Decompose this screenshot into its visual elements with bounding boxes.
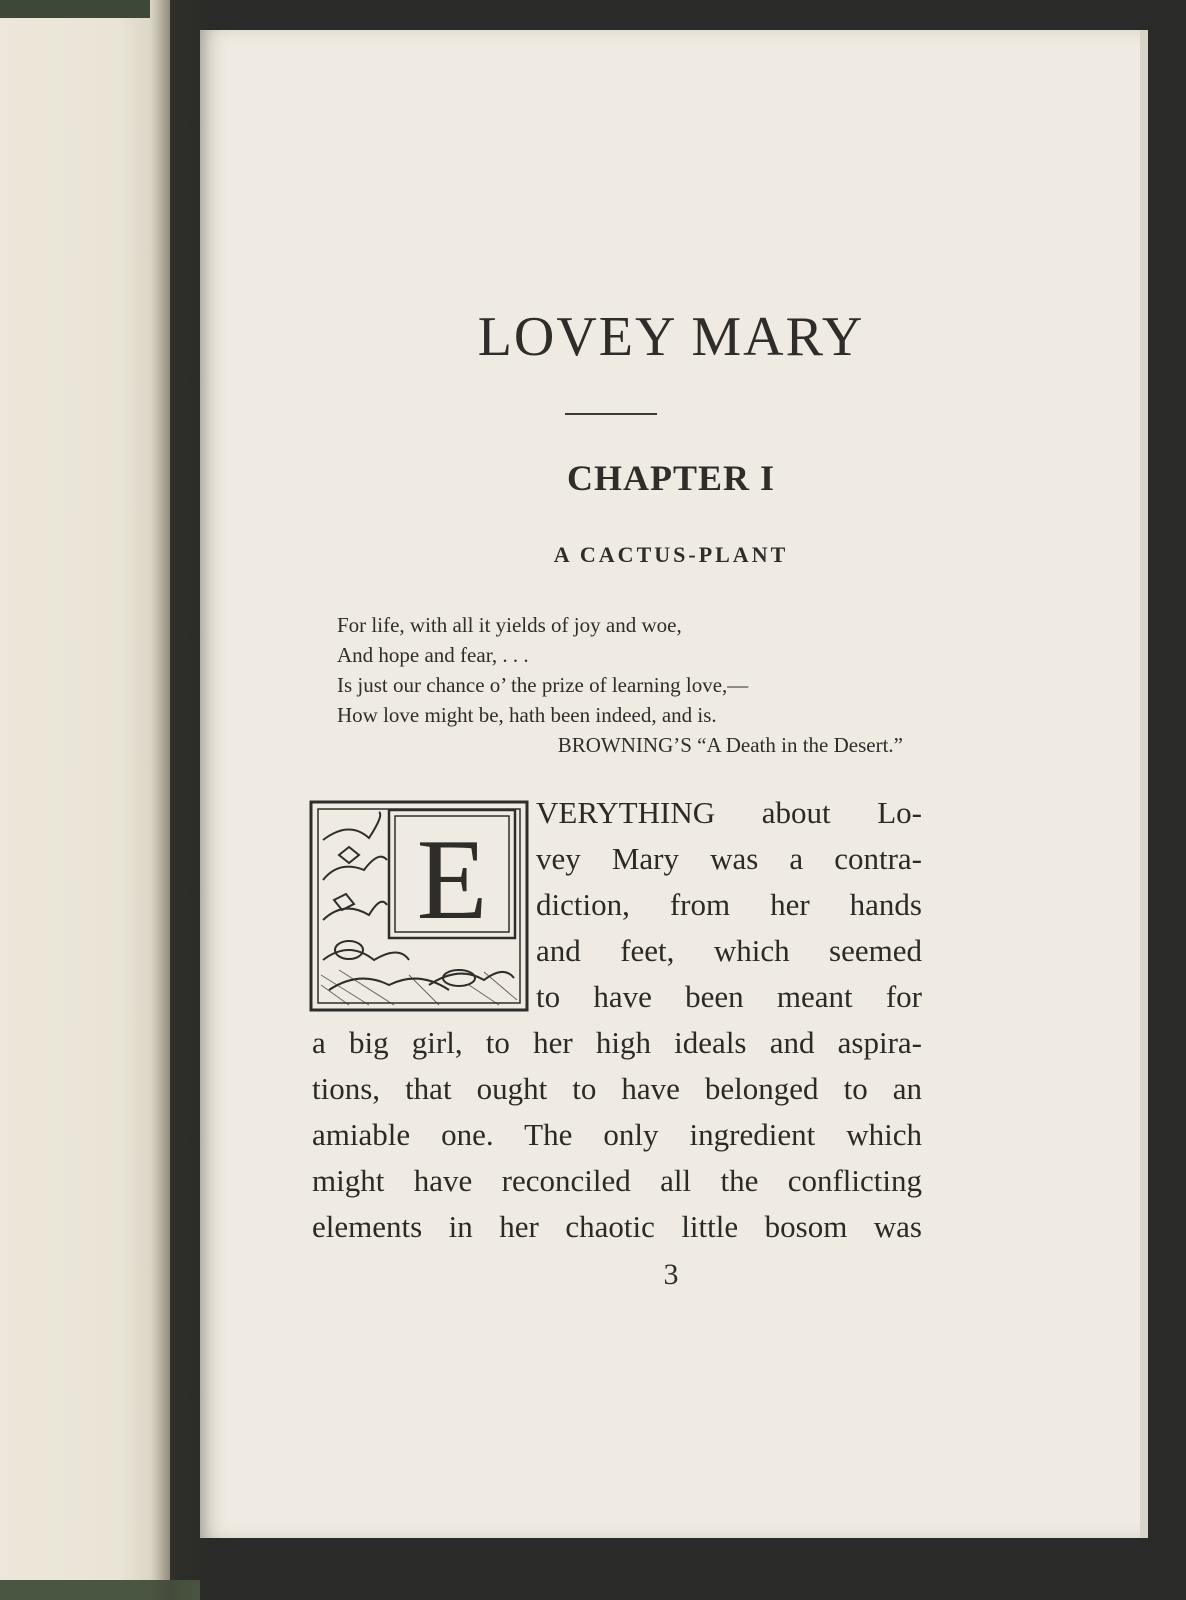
epigraph-line: And hope and fear, . . . bbox=[337, 643, 529, 667]
body-line: amiable one. The only ingredient which bbox=[312, 1117, 922, 1152]
left-page bbox=[0, 0, 170, 1600]
drop-cap-letter: E bbox=[416, 816, 488, 944]
epigraph-attribution: BROWNING’S “A Death in the Desert.” bbox=[557, 733, 903, 757]
epigraph bbox=[337, 610, 937, 730]
spine-shadow bbox=[150, 0, 210, 1600]
body-line: vey Mary was a contra- bbox=[536, 841, 922, 876]
body-line: might have reconciled all the conflicting bbox=[312, 1163, 922, 1198]
page-edge bbox=[1140, 30, 1148, 1538]
title-rule bbox=[565, 413, 657, 415]
body-line: and feet, which seemed bbox=[536, 933, 922, 968]
epigraph-line: For life, with all it yields of joy and woe, bbox=[337, 613, 682, 637]
book-title: LOVEY MARY bbox=[477, 306, 865, 368]
body-line: elements in her chaotic little bosom was bbox=[312, 1209, 922, 1244]
body-line: diction, from her hands bbox=[536, 887, 922, 922]
body-line: tions, that ought to have belonged to an bbox=[312, 1071, 922, 1106]
body-line: VERYTHING about Lo- bbox=[536, 795, 922, 830]
body-text bbox=[312, 790, 922, 1250]
body-line: a big girl, to her high ideals and aspira- bbox=[312, 1025, 922, 1060]
body-line: to have been meant for bbox=[536, 979, 922, 1014]
epigraph-line: Is just our chance o’ the prize of learning love,— bbox=[337, 673, 749, 697]
chapter-heading: CHAPTER I bbox=[566, 458, 776, 498]
right-page bbox=[200, 30, 1142, 1538]
epigraph-line: How love might be, hath been indeed, and is. bbox=[337, 703, 717, 727]
chapter-title: A CACTUS-PLANT bbox=[553, 542, 789, 567]
cover-edge-top bbox=[0, 0, 150, 18]
page-number: 3 bbox=[663, 1258, 679, 1291]
